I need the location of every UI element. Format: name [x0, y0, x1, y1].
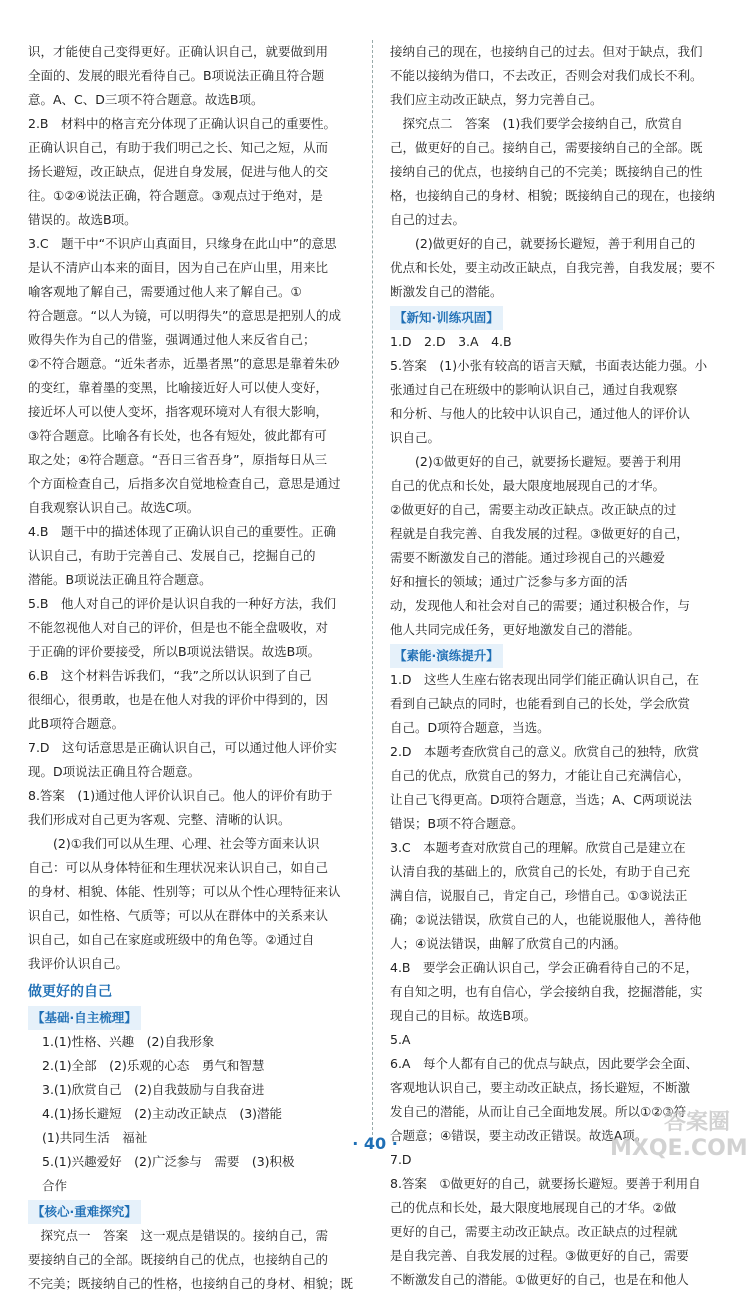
text-line: 己的优点和长处，最大限度地展现自己的才华。②做 — [390, 1200, 677, 1215]
text-line: 需要不断激发自己的潜能。通过珍视自己的兴趣爱 — [390, 550, 666, 565]
text-line: 7.D — [390, 1152, 412, 1167]
text-line: 自己：可以从身体特征和生理状况来认识自己，如自己 — [28, 860, 329, 875]
text-line: 1.D 2.D 3.A 4.B — [390, 334, 512, 349]
text-line: 接纳自己的现在，也接纳自己的过去。但对于缺点，我们 — [390, 44, 703, 59]
text-line: 探究点二 答案 (1)我们要学会接纳自己，欣赏自 — [390, 116, 683, 131]
text-line: 5.(1)兴趣爱好 (2)广泛参与 需要 (3)积极 — [42, 1154, 295, 1169]
text-line: 我们形成对自己更为客观、完整、清晰的认识。 — [28, 812, 291, 827]
text-line: 是自我完善、自我发展的过程。③做更好的自己，需要 — [390, 1248, 689, 1263]
text-line: 断激发自己的潜能。 — [390, 284, 503, 299]
text-line: 我们应主动改正缺点，努力完善自己。 — [390, 92, 603, 107]
text-line: 符合题意。“以人为镜，可以明得失”的意思是把别人的成 — [28, 308, 341, 323]
text-line: 看到自己缺点的同时，也能看到自己的长处，学会欣赏 — [390, 696, 691, 711]
text-line: 优点和长处，要主动改正缺点，自我完善，自我发展；要不 — [390, 260, 716, 275]
text-line: 识自己，如性格、气质等；可以从在群体中的关系来认 — [28, 908, 329, 923]
text-line: 意。A、C、D三项不符合题意。故选B项。 — [28, 92, 264, 107]
text-line: (2)①做更好的自己，就要扬长避短。要善于利用 — [390, 454, 682, 469]
text-line: 5.答案 (1)小张有较高的语言天赋，书面表达能力强。小 — [390, 358, 708, 373]
right-training-answers — [390, 330, 720, 642]
text-line: 更好的自己，需要主动改正缺点。改正缺点的过程就 — [390, 1224, 678, 1239]
text-line: (2)做更好的自己，就要扬长避短，善于利用自己的 — [390, 236, 696, 251]
text-line: 格，也接纳自己的身材、相貌；既接纳自己的现在，也接纳 — [390, 188, 716, 203]
text-line: 的身材、相貌、体能、性别等；可以从个性心理特征来认 — [28, 884, 341, 899]
section-title: 做更好的自己 — [28, 984, 112, 1000]
text-line: 合题意；④错误，要主动改正错误。故选A项。 — [390, 1128, 648, 1143]
text-line: (2)①我们可以从生理、心理、社会等方面来认识 — [28, 836, 320, 851]
text-line: 要接纳自己的全部。既接纳自己的优点，也接纳自己的 — [28, 1252, 329, 1267]
text-line: 4.(1)扬长避短 (2)主动改正缺点 (3)潜能 — [42, 1106, 283, 1121]
text-line: 探究点一 答案 这一观点是错误的。接纳自己，需 — [28, 1228, 329, 1243]
text-line: 4.B 要学会正确认识自己，学会正确看待自己的不足， — [390, 960, 699, 975]
text-line: (1)共同生活 福祉 — [42, 1130, 148, 1145]
text-line: 接近坏人可以使人变坏，指客观环境对人有很大影响， — [28, 404, 329, 419]
core-section-bar: 【核心·重难探究】 — [28, 1200, 141, 1224]
text-line: 自己的优点，欣赏自己的努力，才能让自己充满信心， — [390, 768, 691, 783]
text-line: 败得失作为自己的借鉴，强调通过他人来反省自己； — [28, 332, 316, 347]
column-divider — [372, 40, 373, 1140]
text-line: 自己的优点和长处，最大限度地展现自己的才华。 — [390, 478, 666, 493]
text-line: 2.B 材料中的格言充分体现了正确认识自己的重要性。 — [28, 116, 337, 131]
text-line: 个方面检查自己，后指多次自觉地检查自己，意思是通过 — [28, 476, 341, 491]
text-line: 满自信，说服自己，肯定自己，珍惜自己。①③说法正 — [390, 888, 688, 903]
text-line: 张通过自己在班级中的影响认识自己，通过自我观察 — [390, 382, 678, 397]
text-line: 正确认识自己，有助于我们明己之长、知己之短，从而 — [28, 140, 329, 155]
text-line: 好和擅长的领域；通过广泛参与多方面的活 — [390, 574, 628, 589]
text-line: 认识自己，有助于完善自己、发展自己，挖掘自己的 — [28, 548, 316, 563]
text-line: 自己。D项符合题意，当选。 — [390, 720, 550, 735]
text-line: 程就是自我完善、自我发展的过程。③做更好的自己， — [390, 526, 689, 541]
text-line: 人；④说法错误，曲解了欣赏自己的内涵。 — [390, 936, 627, 951]
page-number: · 40 · — [352, 1134, 398, 1153]
right-skill-answers — [390, 668, 720, 1292]
text-line: 合作 — [42, 1178, 68, 1193]
text-line: 4.B 题干中的描述体现了正确认识自己的重要性。正确 — [28, 524, 337, 539]
text-line: 错误的。故选B项。 — [28, 212, 137, 227]
text-line: 6.A 每个人都有自己的优点与缺点，因此要学会全面、 — [390, 1056, 698, 1071]
text-line: 取之处；④符合题意。“吾日三省吾身”，原指每日从三 — [28, 452, 328, 467]
text-line: 往。①②④说法正确，符合题意。③观点过于绝对，是 — [28, 188, 323, 203]
text-line: 他人共同完成任务，更好地激发自己的潜能。 — [390, 622, 641, 637]
text-line: 现自己的目标。故选B项。 — [390, 1008, 537, 1023]
text-line: 有自知之明，也有自信心，学会接纳自我，挖掘潜能，实 — [390, 984, 703, 999]
text-line: 很细心，很勇敢，也是在他人对我的评价中得到的，因 — [28, 692, 329, 707]
text-line: 识自己。 — [390, 430, 441, 445]
text-line: 自己的过去。 — [390, 212, 466, 227]
text-line: 5.B 他人对自己的评价是认识自我的一种好方法，我们 — [28, 596, 337, 611]
text-line: 全面的、发展的眼光看待自己。B项说法正确且符合题 — [28, 68, 325, 83]
text-line: 确；②说法错误，欣赏自己的人，也能说服他人，善待他 — [390, 912, 702, 927]
text-line: 客观地认识自己，要主动改正缺点，扬长避短，不断激 — [390, 1080, 691, 1095]
text-line: ②做更好的自己，需要主动改正缺点。改正缺点的过 — [390, 502, 677, 517]
text-line: 让自己飞得更高。D项符合题意，当选；A、C两项说法 — [390, 792, 692, 807]
text-line: 3.C 题干中“不识庐山真面目，只缘身在此山中”的意思 — [28, 236, 337, 251]
text-line: 错误；B项不符合题意。 — [390, 816, 524, 831]
text-line: 不断激发自己的潜能。①做更好的自己，也是在和他人 — [390, 1272, 689, 1287]
text-line: 于正确的评价要接受，所以B项说法错误。故选B项。 — [28, 644, 321, 659]
text-line: 接纳自己的优点，也接纳自己的不完美；既接纳自己的性 — [390, 164, 703, 179]
text-line: 1.(1)性格、兴趣 (2)自我形象 — [42, 1034, 215, 1049]
watermark-logo: 答案圈 MXQE.COM — [610, 1110, 748, 1161]
right-column — [390, 40, 720, 1292]
basic-items — [28, 1030, 358, 1198]
text-line: 不能以接纳为借口，不去改正，否则会对我们成长不利。 — [390, 68, 703, 83]
text-line: 是认不清庐山本来的面目，因为自己在庐山里，用来比 — [28, 260, 329, 275]
text-line: 3.C 本题考查对欣赏自己的理解。欣赏自己是建立在 — [390, 840, 686, 855]
skill-bar: 【素能·演练提升】 — [390, 644, 503, 668]
text-line: 5.A — [390, 1032, 411, 1047]
text-line: 发自己的潜能，从而让自己全面地发展。所以①②③符 — [390, 1104, 687, 1119]
left-column — [28, 40, 358, 1296]
text-line: 不能忽视他人对自己的评价，但是也不能全盘吸收，对 — [28, 620, 329, 635]
text-line: 2.(1)全部 (2)乐观的心态 勇气和智慧 — [42, 1058, 265, 1073]
text-line: 和分析、与他人的比较中认识自己，通过他人的评价认 — [390, 406, 691, 421]
text-line: 喻客观地了解自己，需要通过他人来了解自己。① — [28, 284, 302, 299]
text-line: 2.D 本题考查欣赏自己的意义。欣赏自己的独特，欣赏 — [390, 744, 700, 759]
text-line: 动，发现他人和社会对自己的需要；通过积极合作，与 — [390, 598, 691, 613]
right-explore-answers — [390, 40, 720, 304]
left-answers — [28, 40, 358, 976]
text-line: 潜能。B项说法正确且符合题意。 — [28, 572, 212, 587]
text-line: 己，做更好的自己。接纳自己，需要接纳自己的全部。既 — [390, 140, 703, 155]
new-knowledge-bar: 【新知·训练巩固】 — [390, 306, 503, 330]
text-line: 的变红，靠着墨的变黑，比喻接近好人可以使人变好， — [28, 380, 329, 395]
text-line: 识，才能使自己变得更好。正确认识自己，就要做到用 — [28, 44, 329, 59]
text-line: 3.(1)欣赏自己 (2)自我鼓励与自我奋进 — [42, 1082, 265, 1097]
text-line: 8.答案 ①做更好的自己，就要扬长避短。要善于利用自 — [390, 1176, 701, 1191]
text-line: 扬长避短，改正缺点，促进自身发展，促进与他人的交 — [28, 164, 329, 179]
text-line: 不完美；既接纳自己的性格，也接纳自己的身材、相貌；既 — [28, 1276, 354, 1291]
basic-section-bar: 【基础·自主梳理】 — [28, 1006, 141, 1030]
text-line: 自我观察认识自己。故选C项。 — [28, 500, 200, 515]
text-line: ③符合题意。比喻各有长处，也各有短处，彼此都有可 — [28, 428, 327, 443]
text-line: ②不符合题意。“近朱者赤，近墨者黑”的意思是靠着朱砂 — [28, 356, 340, 371]
text-line: 识自己，如自己在家庭或班级中的角色等。②通过自 — [28, 932, 315, 947]
text-line: 7.D 这句话意思是正确认识自己，可以通过他人评价实 — [28, 740, 338, 755]
text-line: 8.答案 (1)通过他人评价认识自己。他人的评价有助于 — [28, 788, 333, 803]
core-lines — [28, 1224, 358, 1296]
text-line: 此B项符合题意。 — [28, 716, 125, 731]
text-line: 6.B 这个材料告诉我们，“我”之所以认识到了自己 — [28, 668, 312, 683]
text-line: 认清自我的基础上的，欣赏自己的长处，有助于自己充 — [390, 864, 691, 879]
text-line: 现。D项说法正确且符合题意。 — [28, 764, 201, 779]
text-line: 我评价认识自己。 — [28, 956, 129, 971]
text-line: 1.D 这些人生座右铭表现出同学们能正确认识自己，在 — [390, 672, 700, 687]
